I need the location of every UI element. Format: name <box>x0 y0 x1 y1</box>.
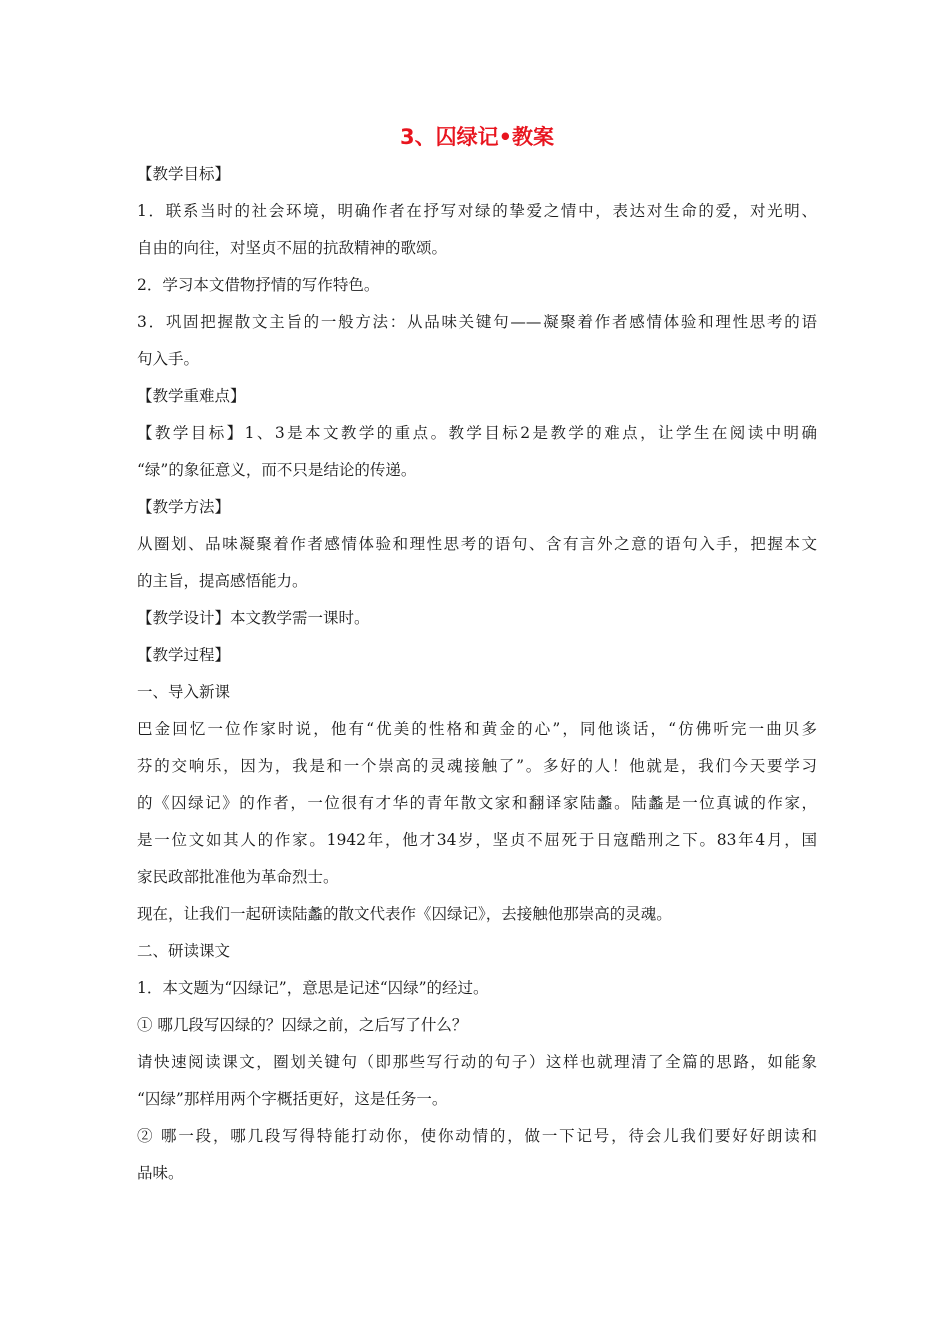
study-item-1: 1．本文题为“囚绿记”，意思是记述“囚绿”的经过。 <box>137 979 489 997</box>
study-question-2-line-2: 品味。 <box>137 1164 184 1182</box>
document-body <box>137 156 817 1192</box>
objective-1-line-2: 自由的向往，对坚贞不屈的抗敌精神的歌颂。 <box>137 239 448 257</box>
subheading-study-text: 二、研读课文 <box>137 942 231 960</box>
methods-line-2: 的主旨，提高感悟能力。 <box>137 572 308 590</box>
key-points-line-1: 【教学目标】1、3是本文教学的重点。教学目标2是教学的难点，让学生在阅读中明确 <box>137 424 817 442</box>
task-1-line-1: 请快速阅读课文，圈划关键句（即那些写行动的句子）这样也就理清了全篇的思路，如能象 <box>137 1053 817 1071</box>
document-page <box>137 120 817 1192</box>
intro-paragraph-line-3: 的《囚绿记》的作者，一位很有才华的青年散文家和翻译家陆蠡。陆蠡是一位真诚的作家， <box>137 794 817 812</box>
objective-1-line-1: 1．联系当时的社会环境，明确作者在抒写对绿的挚爱之情中，表达对生命的爱，对光明、 <box>137 202 817 220</box>
section-heading-methods: 【教学方法】 <box>137 498 231 516</box>
section-heading-key-points: 【教学重难点】 <box>137 387 246 405</box>
key-points-line-2: “绿”的象征意义，而不只是结论的传递。 <box>137 461 417 479</box>
study-question-1: ① 哪几段写囚绿的？囚绿之前，之后写了什么？ <box>137 1016 468 1034</box>
objective-3-line-2: 句入手。 <box>137 350 200 368</box>
intro-paragraph-line-1: 巴金回忆一位作家时说，他有“优美的性格和黄金的心”，同他谈话，“仿佛听完一曲贝多 <box>137 720 817 738</box>
study-question-2-line-1: ② 哪一段，哪几段写得特能打动你，使你动情的，做一下记号，待会儿我们要好好朗读和 <box>137 1127 817 1145</box>
task-1-line-2: “囚绿”那样用两个字概括更好，这是任务一。 <box>137 1090 448 1108</box>
intro-paragraph-line-4: 是一位文如其人的作家。1942年，他才34岁，坚贞不屈死于日寇酷刑之下。83年4月，国 <box>137 831 817 849</box>
objective-3-line-1: 3．巩固把握散文主旨的一般方法：从品味关键句——凝聚着作者感情体验和理性思考的语 <box>137 313 817 331</box>
methods-line-1: 从圈划、品味凝聚着作者感情体验和理性思考的语句、含有言外之意的语句入手，把握本文 <box>137 535 817 553</box>
objective-2: 2．学习本文借物抒情的写作特色。 <box>137 276 380 294</box>
section-heading-design: 【教学设计】本文教学需一课时。 <box>137 609 370 627</box>
intro-paragraph-line-5: 家民政部批准他为革命烈士。 <box>137 868 339 886</box>
document-title: 3、囚绿记•教案 <box>399 125 555 149</box>
intro-paragraph-line-2: 芬的交响乐，因为，我是和一个崇高的灵魂接触了”。多好的人！他就是，我们今天要学习 <box>137 757 817 775</box>
subheading-introduction: 一、导入新课 <box>137 683 231 701</box>
section-heading-process: 【教学过程】 <box>137 646 231 664</box>
section-heading-objectives: 【教学目标】 <box>137 165 231 183</box>
intro-paragraph-2: 现在，让我们一起研读陆蠡的散文代表作《囚绿记》，去接触他那崇高的灵魂。 <box>137 905 672 923</box>
